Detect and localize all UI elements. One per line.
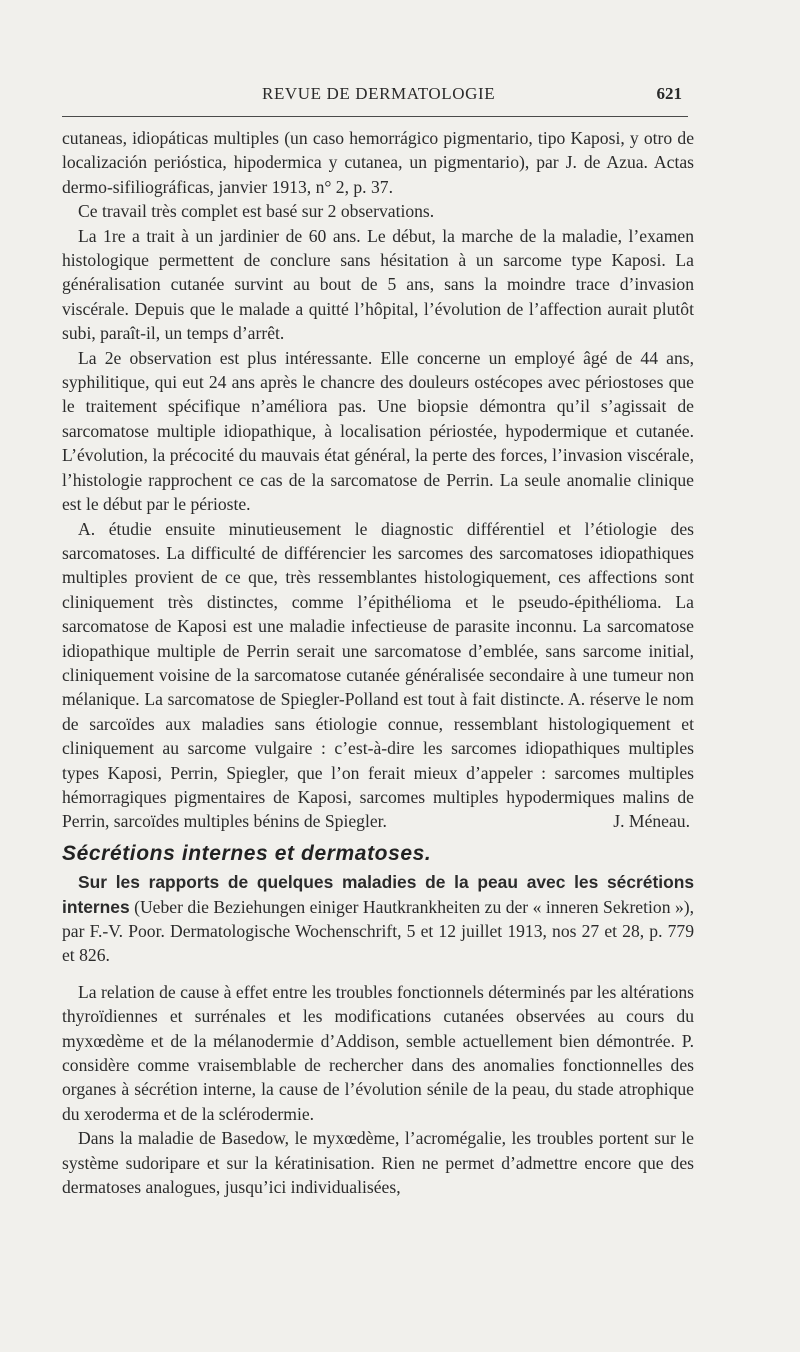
header-rule (62, 116, 688, 117)
paragraph-continued-citation: cutaneas, idiopáticas multiples (un caso hemorrágico pigmentario, tipo Kaposi, y otro de localización periósticа, hipodermica y cutanea, un pigmentario), par J. de Azua. Actas dermo-sifiliográficas, janvier 1913, n° 2, p. 37. (62, 128, 694, 197)
section-heading: Sécrétions internes et dermatoses. (62, 841, 432, 865)
paragraph-first-observation: La 1re a trait à un jardinier de 60 ans. Le début, la marche de la maladie, l’examen histologique permettent de conclure sans hésitation à un sarcome type Kaposi. La généralisation cutanée survint au bout de 5 ans, sans la moindre trace d’invasion viscérale. Depuis que le malade a quitté l’hôpital, l’évolution de l’affection aurait plutôt subi, paraît-il, un temps d’arrêt. (62, 225, 694, 344)
paragraph-observations-intro: Ce travail très complet est basé sur 2 observations. (78, 201, 435, 222)
paragraph-gap (62, 968, 694, 980)
article-title: Sur les rapports de quelques maladies de la peau avec les sécrétions internes (62, 872, 694, 917)
page-number: 621 (656, 84, 682, 103)
page-header (62, 84, 682, 110)
article-body (62, 126, 694, 1199)
paragraph-differential-text: A. étudie ensuite minutieusement le diagnostic différentiel et l’étiologie des sarcomatoses. La difficulté de différencier les sarcomes des sarcomatoses idiopathiques multiples provient de ce que, très ressemblantes histologiquement, ces affections sont cliniquement très distinctes, comme l’épithélioma et le pseudo-épithélioma. La sarcomatose de Kaposi est une maladie infectieuse de parasite inconnu. La sarcomatose idiopathique multiple de Perrin serait une sarcomatose d’emblée, sans sarcome initial, cliniquement voisine de la sarcomatose cutanée généralisée secondaire à une tumeur non mélanique. La sarcomatose de Spiegler-Polland est tout à fait distincte. A. réserve le nom de sarcoïdes aux maladies sans étiologie connue, ressemblant histologiquement et cliniquement au sarcome vulgaire : c’est-à-dire les sarcomes idiopathiques multiples types Kaposi, Perrin, Spiegler, que l’on ferait mieux d’appeler : sarcomes multiples hémorragiques pigmentaires de Kaposi, sarcomes multiples hypodermiques malins de Perrin, sarcoïdes multiples bénins de Spiegler. (62, 518, 694, 832)
article-citation (62, 870, 694, 968)
paragraph-differential-diagnosis (62, 517, 694, 834)
running-title: REVUE DE DERMATOLOGIE (262, 84, 496, 103)
article-reference: (Ueber die Beziehungen einiger Hautkrankheiten zu der « inneren Sekretion »), par F.-V. Poor. Dermatologische Wochenschrift, 5 et 12 juillet 1913, nos 27 et 28, p. 779 et 826. (62, 896, 694, 966)
review-signature: J. Méneau. (613, 811, 690, 832)
paragraph-second-observation: La 2e observation est plus intéressante. Elle concerne un employé âgé de 44 ans, syphilitique, qui eut 24 ans après le chancre des douleurs ostécopes avec périostoses que le traitement spécifique n’améliora pas. Une biopsie démontra qu’il s’agissait de sarcomatose multiple idiopathique, à localisation périostée, hypodermique et cutanée. L’évolution, la précocité du mauvais état général, la perte des forces, l’invasion viscérale, l’histologie rapprochent ce cas de la sarcomatose de Perrin. La seule anomalie clinique est le début par le périoste. (62, 347, 694, 515)
paragraph-basedow: Dans la maladie de Basedow, le myxœdème, l’acromégalie, les troubles portent sur le système sudoripare et sur la kératinisation. Rien ne permet d’admettre encore que des dermatoses analogues, jusqu’ici individualisées, (62, 1128, 694, 1198)
paragraph-cause-effect: La relation de cause à effet entre les troubles fonctionnels déterminés par les altérations thyroïdiennes et surrénales et les modifications cutanées observées au cours du myxœdème et de la mélanodermie d’Addison, semble actuellement bien démontrée. P. considère comme vraisemblable de rechercher dans des anomalies fonctionnelles des organes à sécrétion interne, la cause de l’évolution sénile de la peau, du stade atrophique du xeroderma et de la sclérodermie. (62, 981, 694, 1124)
